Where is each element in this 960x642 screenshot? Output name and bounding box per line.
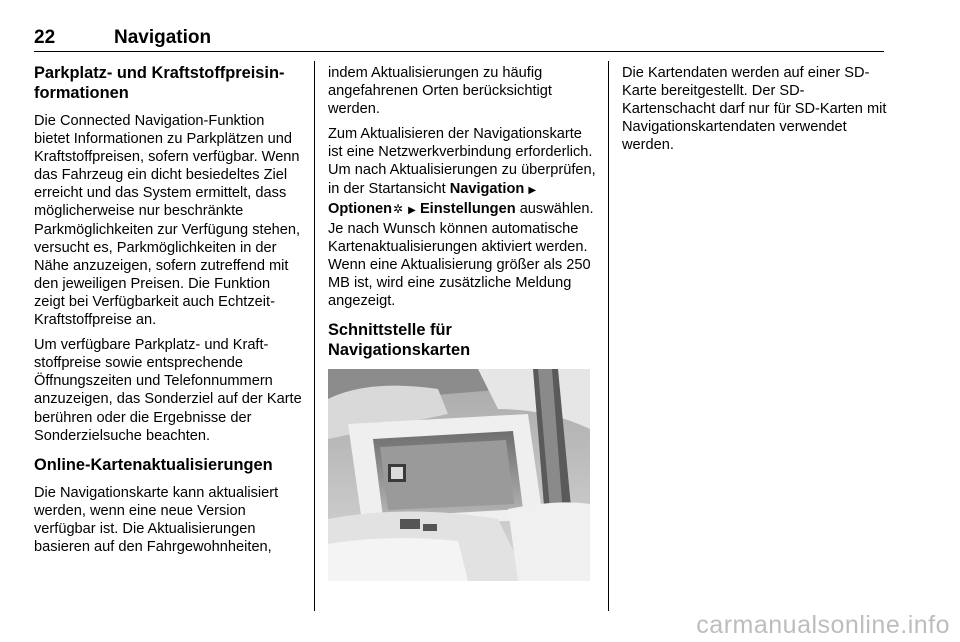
heading-map-interface: Schnittstelle für Navigationskarten [328, 321, 471, 359]
gear-icon: ✲ [393, 201, 404, 216]
paragraph: Die Connected Navigation-Funktion bietet Informationen zu Parkplätzen und Kraftstoffpreisen, sofern verfügbar. Wenn das Fahrzeug ein dicht besiedeltes Ziel erreicht und das System ermittelt, dass möglicherweise nur beschränkte Parkmöglichkeiten zur Verfügung stehen, versucht es, Parkmöglichkeiten in der Nähe anzuzeigen, sofern zutreffend mit den jeweiligen Preisen. Die Funktion zeigt bei Verfügbarkeit auch Echtzeit-Kraftstoffpreise an. [34, 113, 301, 329]
column-2 [328, 64, 596, 581]
paragraph: Um verfügbare Parkplatz- und Kraftstoffpreise sowie entsprechende Öffnungszeiten und Telefonnummern anzuzeigen, das Sonderziel auf der Karte berühren oder die Ergebnisse der Sonderzielsuche beachten. [34, 337, 302, 444]
paragraph: Die Navigationskarte kann aktualisiert werden, wenn eine neue Version verfügbar ist. Die Aktualisierungen basieren auf den Fahrgewohnheiten, [34, 485, 279, 556]
paragraph [328, 125, 596, 310]
paragraph: indem Aktualisierungen zu häufig angefahrenen Orten berücksichtigt werden. [328, 65, 552, 118]
sd-card-slot-photo [328, 369, 590, 581]
column-3 [622, 64, 890, 161]
paragraph-text: auswählen. Je nach Wunsch können automatische Kartenaktualisierungen aktiviert werden. Wenn eine Aktualisierung größer als 250 MB ist, wird eine zusätzliche Meldung angezeigt. [328, 200, 594, 310]
console-illustration [328, 369, 590, 581]
column-1 [34, 64, 302, 564]
page-header [34, 26, 884, 52]
heading-online-map-updates: Online-Kartenaktualisierungen [34, 455, 273, 474]
section-title: Navigation [114, 27, 212, 48]
page-number: 22 [34, 27, 56, 48]
arrow-right-icon: ▶ [408, 204, 416, 216]
menu-item-navigation: Navigation [449, 180, 525, 197]
menu-item-optionen: Optionen [328, 200, 393, 217]
arrow-right-icon: ▶ [528, 184, 537, 196]
column-divider [608, 61, 609, 611]
column-divider [314, 61, 315, 611]
paragraph-text: Zum Aktualisieren der Navigationskarte ist eine Netzwerkverbindung erforderlich. Um nach Aktualisierungen zu überprüfen, in der Startansicht [328, 126, 596, 197]
paragraph: Die Kartendaten werden auf einer SD-Karte bereitgestellt. Der SD-Kartenschacht darf nur für SD-Karten mit Navigationskartendaten verwendet werden. [622, 65, 887, 154]
heading-parking-fuel: Parkplatz- und Kraftstoffpreisinformationen [34, 64, 285, 102]
watermark: carmanualsonline.info [696, 611, 950, 639]
menu-item-einstellungen: Einstellungen [419, 200, 516, 217]
